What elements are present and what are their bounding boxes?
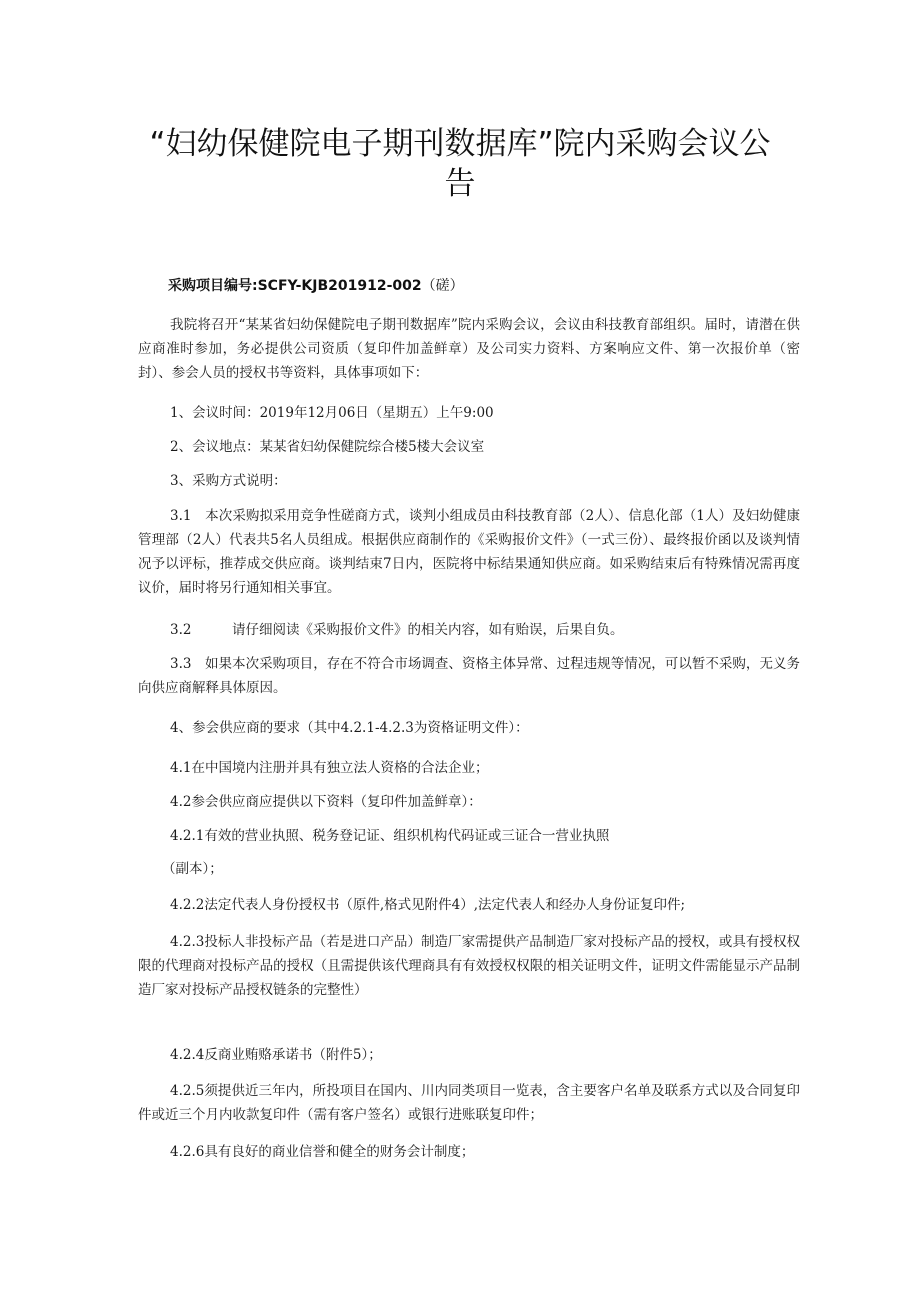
clause-4-2-6: 4.2.6具有良好的商业信誉和健全的财务会计制度； — [170, 1144, 475, 1160]
page-title-line-1: “妇幼保健院电子期刊数据库”院内采购会议公 — [149, 126, 771, 162]
clause-4-2-4: 4.2.4反商业贿赂承诺书（附件5）； — [170, 1047, 382, 1063]
project-number-label: 采购项目编号:SCFY-KJB201912-002 — [168, 278, 422, 294]
intro-paragraph: 我院将召开“某某省妇幼保健院电子期刊数据库”院内采购会议，会议由科技教育部组织。届时，请潜在供应商准时参加，务必提供公司资质（复印件加盖鲜章）及公司实力资料、方案响应文件、第一次报价单（密封）、参会人员的授权书等资料，具体事项如下： — [138, 317, 800, 381]
page-title — [110, 124, 810, 204]
project-number-suffix: （磋） — [421, 278, 464, 294]
clause-4-2-5: 4.2.5须提供近三年内，所投项目在国内、川内同类项目一览表，含主要客户名单及联系方式以及合同复印件或近三个月内收款复印件（需有客户签名）或银行进账联复印件； — [138, 1083, 800, 1123]
procurement-method-heading: 3、采购方式说明： — [170, 473, 287, 489]
meeting-time: 1、会议时间：2019年12月06日（星期五）上午9:00 — [170, 405, 494, 421]
meeting-location: 2、会议地点：某某省妇幼保健院综合楼5楼大会议室 — [170, 439, 485, 455]
clause-4-2-1-continued: （副本）； — [162, 861, 223, 877]
clause-3-3: 3.3 如果本次采购项目，存在不符合市场调查、资格主体异常、过程违规等情况，可以暂不采购，无义务向供应商解释具体原因。 — [138, 656, 800, 696]
clause-3-2: 3.2 请仔细阅读《采购报价文件》的相关内容，如有贻误，后果自负。 — [170, 622, 624, 638]
supplier-requirements-heading: 4、参会供应商的要求（其中4.2.1-4.2.3为资格证明文件）： — [170, 720, 529, 736]
clause-3-1: 3.1 本次采购拟采用竞争性磋商方式，谈判小组成员由科技教育部（2人）、信息化部（1人）及妇幼健康管理部（2人）代表共5名人员组成。根据供应商制作的《采购报价文件》（一式三份）、最终报价函以及谈判情况予以评标，推荐成交供应商。谈判结束7日内，医院将中标结果通知供应商。如采购结束后有特殊情况需再度议价，届时将另行通知相关事宜。 — [138, 508, 800, 596]
page-title-line-2: 告 — [444, 166, 476, 202]
clause-4-2-3: 4.2.3投标人非投标产品（若是进口产品）制造厂家需提供产品制造厂家对投标产品的授权，或具有授权权限的代理商对投标产品的授权（且需提供该代理商具有有效授权权限的相关证明文件，证明文件需能显示产品制造厂家对投标产品授权链条的完整性） — [138, 934, 800, 998]
project-number — [168, 275, 464, 295]
clause-4-2-2: 4.2.2法定代表人身份授权书（原件,格式见附件4）,法定代表人和经办人身份证复印件; — [170, 897, 686, 913]
clause-4-2: 4.2参会供应商应提供以下资料（复印件加盖鲜章）： — [170, 794, 482, 810]
clause-4-1: 4.1在中国境内注册并具有独立法人资格的合法企业； — [170, 760, 489, 776]
clause-4-2-1: 4.2.1有效的营业执照、税务登记证、组织机构代码证或三证合一营业执照 — [170, 828, 610, 844]
